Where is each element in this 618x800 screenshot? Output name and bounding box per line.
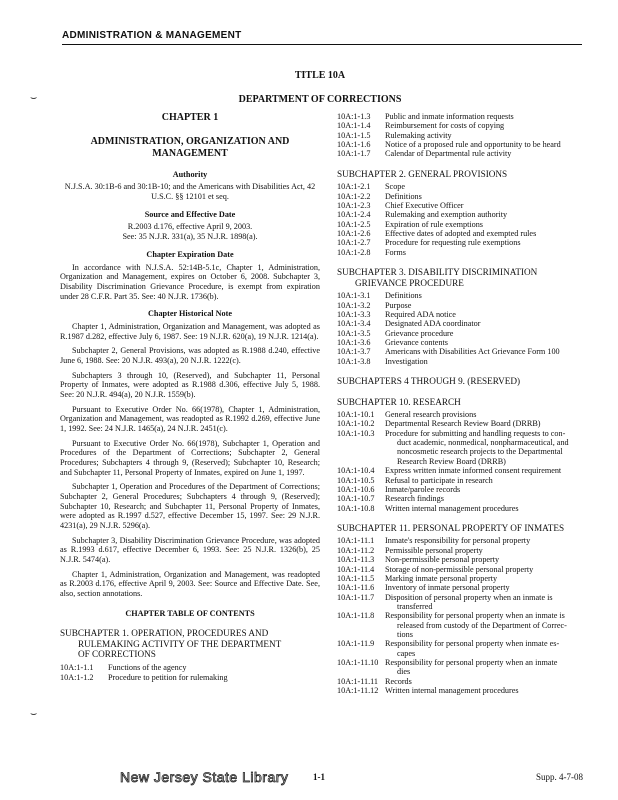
- section-title-line: Marking inmate personal property: [385, 573, 498, 583]
- section-number: 10A:1-11.2: [337, 545, 375, 555]
- section-number: 10A:1-2.1: [337, 182, 371, 192]
- section-title-line: Written internal management procedures: [385, 503, 519, 513]
- section-title-line: Non-permissible personal property: [385, 555, 500, 565]
- toc-section-row[interactable]: [337, 686, 593, 695]
- section-number: 10A:1-2.7: [337, 238, 371, 248]
- section-title-line: Definitions: [385, 191, 422, 201]
- history-paragraph: Subchapters 3 through 10, (Reserved), and Subchapter 11, Personal Property of Inmates, were adopted as R.1988 d.306, effective July 5, 1988. See: 20 N.J.R. 494(a), 20 N.J.R. 1559(b).: [60, 370, 320, 399]
- section-title-line: Purpose: [385, 300, 412, 310]
- section-title-line: Calendar of Departmental rule activity: [385, 149, 512, 159]
- section-title-line: Express written inmate informed consent requirement: [385, 466, 562, 476]
- section-number: 10A:1-10.8: [337, 503, 375, 513]
- toc-section-row[interactable]: [337, 555, 593, 564]
- section-title-line: Permissible personal property: [385, 545, 483, 555]
- department-heading: DEPARTMENT OF CORRECTIONS: [238, 94, 402, 105]
- toc-section-row[interactable]: [337, 429, 593, 466]
- toc-section-row[interactable]: [337, 121, 593, 130]
- toc-section-row[interactable]: [337, 291, 593, 300]
- toc-section-row[interactable]: [337, 301, 593, 310]
- section-number: 10A:1-11.5: [337, 573, 375, 583]
- section-title: [385, 182, 593, 191]
- toc-section-row[interactable]: [337, 485, 593, 494]
- section-number: 10A:1-10.2: [337, 419, 375, 429]
- library-stamp: New Jersey State Library: [120, 769, 289, 785]
- section-number: 10A:1-3.1: [337, 291, 371, 301]
- toc-section-row[interactable]: [337, 565, 593, 574]
- history-paragraph: Subchapter 3, Disability Discrimination Grievance Procedure, was adopted as R.1993 d.617, effective December 6, 1993. See: 25 N.J.R. 1326(b), 25 N.J.R. 5474(a).: [60, 535, 320, 564]
- section-title-line: transferred: [397, 601, 433, 611]
- subchapter-title-line: OF CORRECTIONS: [78, 649, 156, 660]
- toc-section-row[interactable]: [337, 149, 593, 158]
- section-number: 10A:1-11.1: [337, 536, 375, 546]
- section-number: 10A:1-1.6: [337, 140, 371, 150]
- section-title: [385, 639, 593, 658]
- section-title-line: Research findings: [385, 494, 444, 504]
- history-paragraph: Chapter 1, Administration, Organization and Management, was adopted as R.1987 d.282, effective July 6, 1987. See: 19 N.J.R. 620(a), 19 N.J.R. 1214(a).: [60, 321, 320, 341]
- section-title-line: Investigation: [385, 356, 428, 366]
- section-title-line: Responsibility for personal property when inmate es-: [385, 639, 560, 649]
- section-title-line: Effective dates of adopted and exempted rules: [385, 229, 537, 239]
- subchapter-title-line: SUBCHAPTER 1. OPERATION, PROCEDURES AND: [60, 628, 269, 639]
- section-title-line: Public and inmate information requests: [385, 112, 514, 121]
- section-number: 10A:1-11.9: [337, 639, 375, 649]
- toc-section-row[interactable]: [337, 229, 593, 238]
- toc-subchapter-heading[interactable]: [337, 376, 593, 387]
- section-number: 10A:1-3.7: [337, 347, 371, 357]
- history-paragraph: Chapter 1, Administration, Organization and Management, was readopted as R.2003 d.176, effective April 9, 2003. See: Source and Effective Date. See, also, section annotations.: [60, 569, 320, 598]
- section-title: [385, 494, 593, 503]
- section-title-line: Inmate/parolee records: [385, 484, 461, 494]
- subchapter-title-line: SUBCHAPTER 2. GENERAL PROVISIONS: [337, 168, 508, 179]
- section-title-line: General research provisions: [385, 410, 477, 420]
- toc-section-row[interactable]: [337, 504, 593, 513]
- toc-section-row[interactable]: [337, 593, 593, 612]
- section-title: [385, 229, 593, 238]
- section-title-line: duct academic, nonmedical, nonpharmaceutical, and: [397, 438, 569, 448]
- section-title: [385, 357, 593, 366]
- section-title-line: Responsibility for personal property when an inmate: [385, 657, 558, 667]
- running-head: ADMINISTRATION & MANAGEMENT: [62, 30, 582, 45]
- section-title: [385, 291, 593, 300]
- toc-section-row[interactable]: [337, 546, 593, 555]
- section-title: [385, 593, 593, 612]
- section-title: [385, 347, 593, 356]
- section-number: 10A:1-1.1: [60, 663, 94, 673]
- section-number: 10A:1-1.7: [337, 149, 371, 159]
- history-heading: Chapter Historical Note: [148, 309, 232, 319]
- subchapter-title-line: SUBCHAPTER 10. RESEARCH: [337, 396, 461, 407]
- section-number: 10A:1-11.12: [337, 685, 379, 695]
- section-title-line: Rulemaking activity: [385, 130, 452, 140]
- section-title: [385, 238, 593, 247]
- section-number: 10A:1-2.3: [337, 200, 371, 210]
- expiration-heading: Chapter Expiration Date: [146, 249, 234, 259]
- toc-section-list: [60, 663, 320, 682]
- toc-section-row[interactable]: [337, 476, 593, 485]
- toc-section-row[interactable]: [337, 310, 593, 319]
- toc-section-row[interactable]: [337, 248, 593, 257]
- section-number: 10A:1-2.6: [337, 229, 371, 239]
- section-number: 10A:1-1.3: [337, 112, 371, 121]
- section-title-line: Responsibility for personal property when an inmate is: [385, 611, 565, 621]
- subchapter-title-line: SUBCHAPTERS 4 THROUGH 9. (RESERVED): [337, 375, 521, 386]
- history-paragraph: Subchapter 1, Operation and Procedures of the Department of Corrections; Subchapter 2, General Procedures; Subchapters 4 through 9, (Reserved); Subchapter 10, Research; and Subchapter 11, Personal Property of Inmates, were adopted as R.1997 d.527, effective December 15, 1997. See: 29 N.J.R. 4231(a), 29 N.J.R. 5296(a).: [60, 482, 320, 530]
- section-title: [385, 220, 593, 229]
- toc-section-row[interactable]: [337, 140, 593, 149]
- section-number: 10A:1-11.8: [337, 611, 375, 621]
- section-number: 10A:1-2.8: [337, 247, 371, 257]
- toc-section-row[interactable]: [337, 677, 593, 686]
- margin-mark-bottom: ⌣: [30, 708, 38, 720]
- section-title: [385, 686, 593, 695]
- section-title-line: Written internal management procedures: [385, 685, 519, 695]
- toc-subchapter-heading: [60, 628, 320, 660]
- left-column: [60, 112, 320, 682]
- history-paragraph: Pursuant to Executive Order No. 66(1978), Subchapter 1, Operation and Procedures of the Department of Corrections; Subchapter 2, General Procedures; Subchapters 4 through 9, (Reserved); Subchapter 10, Research; and Subchapter 11, Personal Property of Inmates, expired on June 1, 1997.: [60, 438, 320, 477]
- section-title-line: Scope: [385, 182, 406, 192]
- section-number: 10A:1-1.4: [337, 121, 371, 131]
- section-title-line: Grievance procedure: [385, 328, 454, 338]
- expiration-text: In accordance with N.J.S.A. 52:14B-5.1c, Chapter 1, Administration, Organization and Management, expires on October 6, 2008. Subchapter 3, Disability Discrimination Grievance Procedure, is exempt from expiration under 28 C.F.R. Part 35. See: 40 N.J.R. 1736(b).: [60, 262, 320, 301]
- section-number: 10A:1-11.6: [337, 583, 375, 593]
- section-number: 10A:1-11.10: [337, 657, 379, 667]
- section-number: 10A:1-2.5: [337, 219, 371, 229]
- source-line-1: R.2003 d.176, effective April 9, 2003.: [127, 222, 253, 232]
- section-title-line: Procedure to petition for rulemaking: [108, 672, 228, 682]
- section-number: 10A:1-11.11: [337, 676, 379, 686]
- section-title-line: Research Review Board (DRRB): [397, 456, 506, 466]
- section-title: [385, 329, 593, 338]
- section-number: 10A:1-3.8: [337, 356, 371, 366]
- section-title: [385, 536, 593, 545]
- toc-section-row[interactable]: [337, 201, 593, 210]
- section-title-line: Expiration of rule exemptions: [385, 219, 483, 229]
- section-number: 10A:1-2.2: [337, 191, 371, 201]
- history-paragraph: Pursuant to Executive Order No. 66(1978), Chapter 1, Administration, Organization and Management, was readopted as R.1992 d.269, effective June 1, 1992. See: 24 N.J.R. 1465(a), 24 N.J.R. 2451(c).: [60, 404, 320, 433]
- authority-heading: Authority: [172, 169, 208, 179]
- section-number: 10A:1-3.6: [337, 337, 371, 347]
- section-title: [385, 338, 593, 347]
- section-title: [385, 248, 593, 257]
- section-title-line: Inmate's responsibility for personal property: [385, 536, 531, 546]
- toc-section-row[interactable]: [337, 536, 593, 545]
- toc-section-row[interactable]: [337, 338, 593, 347]
- section-title-line: Forms: [385, 247, 406, 257]
- section-title: [385, 192, 593, 201]
- section-title-line: Grievance contents: [385, 337, 448, 347]
- chapter-name: ADMINISTRATION, ORGANIZATION AND MANAGEMENT: [90, 135, 290, 159]
- toc-subchapter-heading[interactable]: [337, 397, 593, 408]
- chapter-label: CHAPTER 1: [161, 112, 219, 123]
- section-number: 10A:1-11.7: [337, 592, 375, 602]
- section-title-line: Procedure for submitting and handling requests to con-: [385, 428, 566, 438]
- subchapter-title-line: RULEMAKING ACTIVITY OF THE DEPARTMENT: [78, 638, 282, 649]
- toc-section-row[interactable]: [337, 494, 593, 503]
- toc-section-row[interactable]: [337, 574, 593, 583]
- section-title-line: Disposition of personal property when an inmate is: [385, 592, 553, 602]
- section-title: [385, 485, 593, 494]
- section-title-line: Refusal to participate in research: [385, 475, 493, 485]
- section-title: [385, 504, 593, 513]
- section-title: [385, 429, 593, 466]
- section-title: [385, 319, 593, 328]
- section-title: [385, 140, 593, 149]
- toc-section-row[interactable]: [337, 112, 593, 121]
- authority-text: N.J.S.A. 30:1B-6 and 30:1B-10; and the Americans with Disabilities Act, 42 U.S.C. §§ 12101 et seq.: [64, 182, 316, 202]
- section-title: [108, 663, 320, 673]
- right-column: [337, 112, 593, 695]
- section-title-line: Chief Executive Officer: [385, 200, 464, 210]
- supplement-date: Supp. 4-7-08: [536, 772, 583, 782]
- section-title-line: Inventory of inmate personal property: [385, 583, 510, 593]
- section-number: 10A:1-3.4: [337, 319, 371, 329]
- section-title-line: Reimbursement for costs of copying: [385, 121, 505, 131]
- title-heading: TITLE 10A: [294, 70, 346, 81]
- section-title: [385, 583, 593, 592]
- toc-section-row[interactable]: [337, 419, 593, 428]
- section-number: 10A:1-10.6: [337, 484, 375, 494]
- toc-section-row[interactable]: [337, 410, 593, 419]
- section-number: 10A:1-3.5: [337, 328, 371, 338]
- section-number: 10A:1-1.2: [60, 672, 94, 682]
- toc-section-row[interactable]: [337, 319, 593, 328]
- section-title-line: Americans with Disabilities Act Grievance Form 100: [385, 347, 560, 357]
- toc-section-row[interactable]: [337, 192, 593, 201]
- toc-subchapter-heading[interactable]: [337, 169, 593, 180]
- section-title: [385, 310, 593, 319]
- toc-section-row[interactable]: [60, 663, 320, 673]
- section-title-line: tions: [397, 629, 413, 639]
- toc-section-row[interactable]: [337, 611, 593, 639]
- section-number: 10A:1-10.3: [337, 428, 375, 438]
- section-title: [108, 673, 320, 683]
- margin-mark-top: ⌣: [30, 92, 38, 104]
- toc-subchapter-heading[interactable]: [337, 523, 593, 534]
- section-title: [385, 574, 593, 583]
- section-title-line: Storage of non-permissible personal property: [385, 564, 534, 574]
- section-number: 10A:1-1.5: [337, 130, 371, 140]
- section-title: [385, 131, 593, 140]
- source-heading: Source and Effective Date: [144, 209, 236, 219]
- section-title: [385, 149, 593, 158]
- section-title-line: Notice of a proposed rule and opportunity to be heard: [385, 140, 561, 150]
- section-title-line: dies: [397, 667, 411, 677]
- toc-section-row[interactable]: [337, 210, 593, 219]
- section-title: [385, 419, 593, 428]
- section-title-line: capes: [397, 648, 416, 658]
- section-title: [385, 658, 593, 677]
- toc-section-row[interactable]: [337, 466, 593, 475]
- section-number: 10A:1-2.4: [337, 210, 371, 220]
- section-title-line: Procedure for requesting rule exemptions: [385, 238, 521, 248]
- section-title-line: Required ADA notice: [385, 309, 456, 319]
- toc-section-row[interactable]: [337, 220, 593, 229]
- toc-section-row[interactable]: [337, 182, 593, 191]
- section-number: 10A:1-11.4: [337, 564, 375, 574]
- subchapter-title-line: SUBCHAPTER 3. DISABILITY DISCRIMINATION: [337, 267, 538, 278]
- section-title: [385, 121, 593, 130]
- toc-section-row[interactable]: [60, 673, 320, 683]
- toc-subchapter-heading[interactable]: [337, 267, 593, 288]
- section-title: [385, 677, 593, 686]
- page-number: 1-1: [313, 772, 325, 782]
- toc-section-row[interactable]: [337, 658, 593, 677]
- toc-section-row[interactable]: [337, 329, 593, 338]
- history-paragraph: Subchapter 2, General Provisions, was adopted as R.1988 d.240, effective June 6, 1988. See: 20 N.J.R. 493(a), 20 N.J.R. 1222(c).: [60, 346, 320, 365]
- section-title-line: Rulemaking and exemption authority: [385, 210, 508, 220]
- section-number: 10A:1-10.1: [337, 410, 375, 420]
- section-number: 10A:1-3.2: [337, 300, 371, 310]
- subchapter-title-line: GRIEVANCE PROCEDURE: [355, 277, 464, 288]
- section-number: 10A:1-10.5: [337, 475, 375, 485]
- section-title: [385, 466, 593, 475]
- section-title-line: Functions of the agency: [108, 663, 187, 673]
- section-title: [385, 565, 593, 574]
- toc-section-row[interactable]: [337, 131, 593, 140]
- toc-section-row[interactable]: [337, 583, 593, 592]
- section-title-line: Definitions: [385, 291, 422, 301]
- section-title: [385, 410, 593, 419]
- section-number: 10A:1-10.7: [337, 494, 375, 504]
- section-title-line: Records: [385, 676, 412, 686]
- section-number: 10A:1-11.3: [337, 555, 375, 565]
- toc-section-row[interactable]: [337, 238, 593, 247]
- subchapter-title-line: SUBCHAPTER 11. PERSONAL PROPERTY OF INMATES: [337, 522, 565, 533]
- section-title: [385, 555, 593, 564]
- section-title: [385, 476, 593, 485]
- section-title: [385, 611, 593, 639]
- section-title: [385, 546, 593, 555]
- section-title-line: noncosmetic research projects to the Departmental: [397, 447, 563, 457]
- section-number: 10A:1-3.3: [337, 309, 371, 319]
- toc-section-row[interactable]: [337, 639, 593, 658]
- section-title-line: released from custody of the Department of Correc-: [397, 620, 567, 630]
- section-title: [385, 112, 593, 121]
- section-title-line: Designated ADA coordinator: [385, 319, 481, 329]
- section-title: [385, 201, 593, 210]
- section-title-line: Departmental Research Review Board (DRRB): [385, 419, 541, 429]
- section-number: 10A:1-10.4: [337, 466, 375, 476]
- toc-heading: CHAPTER TABLE OF CONTENTS: [125, 608, 255, 618]
- section-title: [385, 210, 593, 219]
- toc-section-row[interactable]: [337, 357, 593, 366]
- toc-section-row[interactable]: [337, 347, 593, 356]
- section-title: [385, 301, 593, 310]
- source-line-2: See: 35 N.J.R. 331(a), 35 N.J.R. 1898(a).: [122, 232, 258, 242]
